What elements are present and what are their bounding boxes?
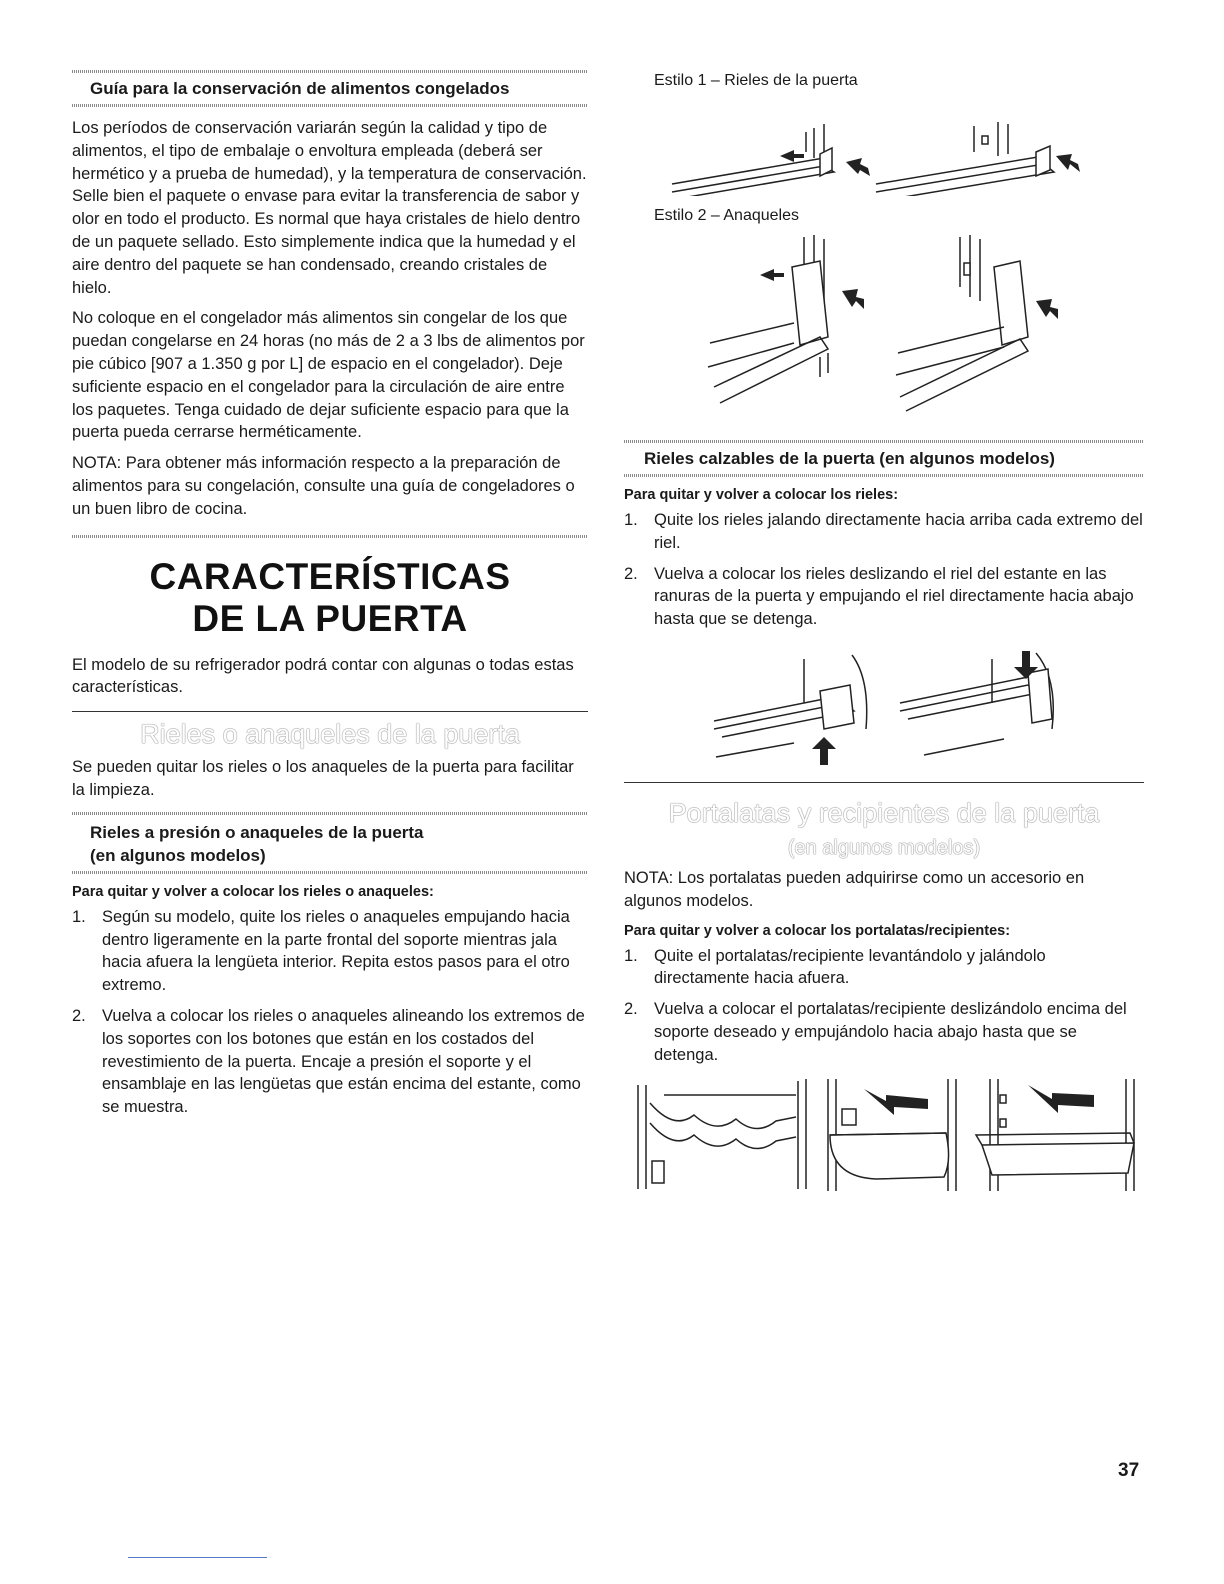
snap-procedure: Para quitar y volver a colocar los rieles o anaqueles: <box>72 883 434 900</box>
slide-rail-right <box>900 651 1053 755</box>
style-1-illustration <box>624 92 1144 196</box>
note-text: Para obtener más información respecto a la preparación de alimentos para su congelación, consulte una guía de congeladores o un buen libro de cocina. <box>72 454 575 518</box>
note-label: NOTA: <box>72 454 122 473</box>
list-item <box>624 509 1144 555</box>
bins-note <box>624 867 1144 913</box>
step-number: 2. <box>624 564 638 583</box>
section-rule <box>72 711 588 712</box>
right-column <box>624 70 1144 1200</box>
style-1-caption: Estilo 1 – Rieles de la puerta <box>654 72 858 89</box>
arrow-icon <box>812 737 836 765</box>
bins-illustration <box>624 1075 1144 1195</box>
note-text: Los portalatas pueden adquirirse como un accesorio en algunos modelos. <box>624 868 1085 910</box>
arrow-icon <box>846 158 870 176</box>
note-label: NOTA: <box>624 868 674 887</box>
page-number: 37 <box>1118 1460 1140 1481</box>
snap-steps <box>72 906 588 1119</box>
slide-rail-illustration <box>624 639 1144 769</box>
step-text: Quite los rieles jalando directamente hacia arriba cada extremo del riel. <box>654 511 1143 552</box>
slide-procedure: Para quitar y volver a colocar los rieles: <box>624 487 899 503</box>
frozen-note <box>72 452 588 520</box>
list-item <box>624 998 1144 1066</box>
slide-steps <box>624 509 1144 631</box>
hatch-rule <box>72 535 588 538</box>
arrow-icon <box>1028 1085 1094 1113</box>
style-2-caption: Estilo 2 – Anaqueles <box>654 207 799 224</box>
step-number: 2. <box>624 1000 638 1019</box>
hatch-rule <box>72 871 588 874</box>
can-rack-drawing <box>638 1079 806 1189</box>
frozen-paragraph-1: Los períodos de conservación variarán según la calidad y tipo de alimentos, el tipo de embalaje o envoltura empleada (deberá ser hermético y a prueba de humedad), y la temperatura de conservación. Selle bien el paquete o envase para evitar la transferencia de sabor y olor en todo el producto. Es normal que haya cristales de hielo dentro de un paquete sellado. Esto simplemente indica que la humedad y el aire dentro del paquete se han condensado, creando cristales de hielo. <box>72 119 587 297</box>
section-rule <box>624 782 1144 783</box>
step-text: Quite el portalatas/recipiente levantándolo y jalándolo directamente hacia afuera. <box>654 946 1046 988</box>
bins-heading: Portalatas y recipientes de la puerta <box>668 797 1100 828</box>
hatch-rule <box>624 474 1144 477</box>
left-column <box>72 70 588 1127</box>
arrow-icon <box>760 269 784 281</box>
rails-text: Se pueden quitar los rieles o los anaqueles de la puerta para facilitar la limpieza. <box>72 758 574 799</box>
list-item <box>624 563 1144 631</box>
footer-line <box>128 1557 267 1558</box>
section-title-line-1: CARACTERÍSTICAS <box>149 555 511 597</box>
bins-subheading: (en algunos modelos) <box>787 836 981 859</box>
rail-drawing-left <box>672 124 870 196</box>
arrow-icon <box>864 1089 928 1115</box>
bin-drawing-middle <box>828 1079 956 1191</box>
step-text: Vuelva a colocar los rieles deslizando el riel del estante en las ranuras de la puerta y empujando el riel directamente hacia abajo hasta que se detenga. <box>654 564 1134 629</box>
snap-heading-line-2: (en algunos modelos) <box>90 845 266 865</box>
bin-drawing-right <box>976 1079 1134 1191</box>
arrow-icon <box>780 150 804 162</box>
arrow-icon <box>842 289 864 309</box>
step-text: Vuelva a colocar el portalatas/recipiente deslizándolo encima del soporte deseado y empujándolo hacia abajo hasta que se detenga. <box>654 1000 1127 1064</box>
rails-heading: Rieles o anaqueles de la puerta <box>140 719 520 750</box>
list-item <box>624 945 1144 991</box>
slide-rails-heading: Rieles calzables de la puerta (en algunos modelos) <box>644 449 1055 468</box>
list-item <box>72 1005 588 1119</box>
bins-steps <box>624 945 1144 1067</box>
step-text: Según su modelo, quite los rieles o anaqueles empujando hacia dentro ligeramente en la parte frontal del soporte mientras jala hacia afuera la lengüeta interior. Repita estos pasos para el otro extremo. <box>102 907 570 995</box>
arrow-icon <box>1056 154 1080 172</box>
frozen-food-heading: Guía para la conservación de alimentos congelados <box>90 79 510 98</box>
snap-heading-line-1: Rieles a presión o anaqueles de la puerta <box>90 822 424 842</box>
step-text: Vuelva a colocar los rieles o anaqueles alineando los extremos de los soportes con los botones que están en los costados del revestimiento de la puerta. Encaje a presión el soporte y el ensamblaje en las lengüetas que están encima del estante, como se muestra. <box>102 1006 585 1117</box>
arrow-icon <box>1036 299 1058 319</box>
step-number: 2. <box>72 1006 86 1025</box>
rail-drawing-right <box>876 122 1080 196</box>
shelf-drawing-left <box>708 235 864 403</box>
step-number: 1. <box>72 907 86 926</box>
section-title-line-2: DE LA PUERTA <box>192 597 468 639</box>
step-number: 1. <box>624 511 638 529</box>
frozen-paragraph-2: No coloque en el congelador más alimentos sin congelar de los que puedan congelarse en 24 horas (no más de 2 a 3 lbs de alimentos por pie cúbico [907 a 1.350 g por L] de espacio en el congelador). Deje suficiente espacio en el congelador para la circulación de aire entre los paquetes. Tenga cuidado de dejar suficiente espacio para que la puerta pueda cerrarse herméticamente. <box>72 309 585 442</box>
slide-rail-left <box>714 655 867 765</box>
door-features-intro: El modelo de su refrigerador podrá contar con algunas o todas estas características. <box>72 655 574 697</box>
step-number: 1. <box>624 946 638 965</box>
style-2-illustration <box>624 227 1144 427</box>
hatch-rule <box>72 104 588 107</box>
bins-procedure: Para quitar y volver a colocar los portalatas/recipientes: <box>624 922 1011 939</box>
snap-rails-heading <box>72 815 588 871</box>
shelf-drawing-right <box>896 235 1058 411</box>
list-item <box>72 906 588 997</box>
